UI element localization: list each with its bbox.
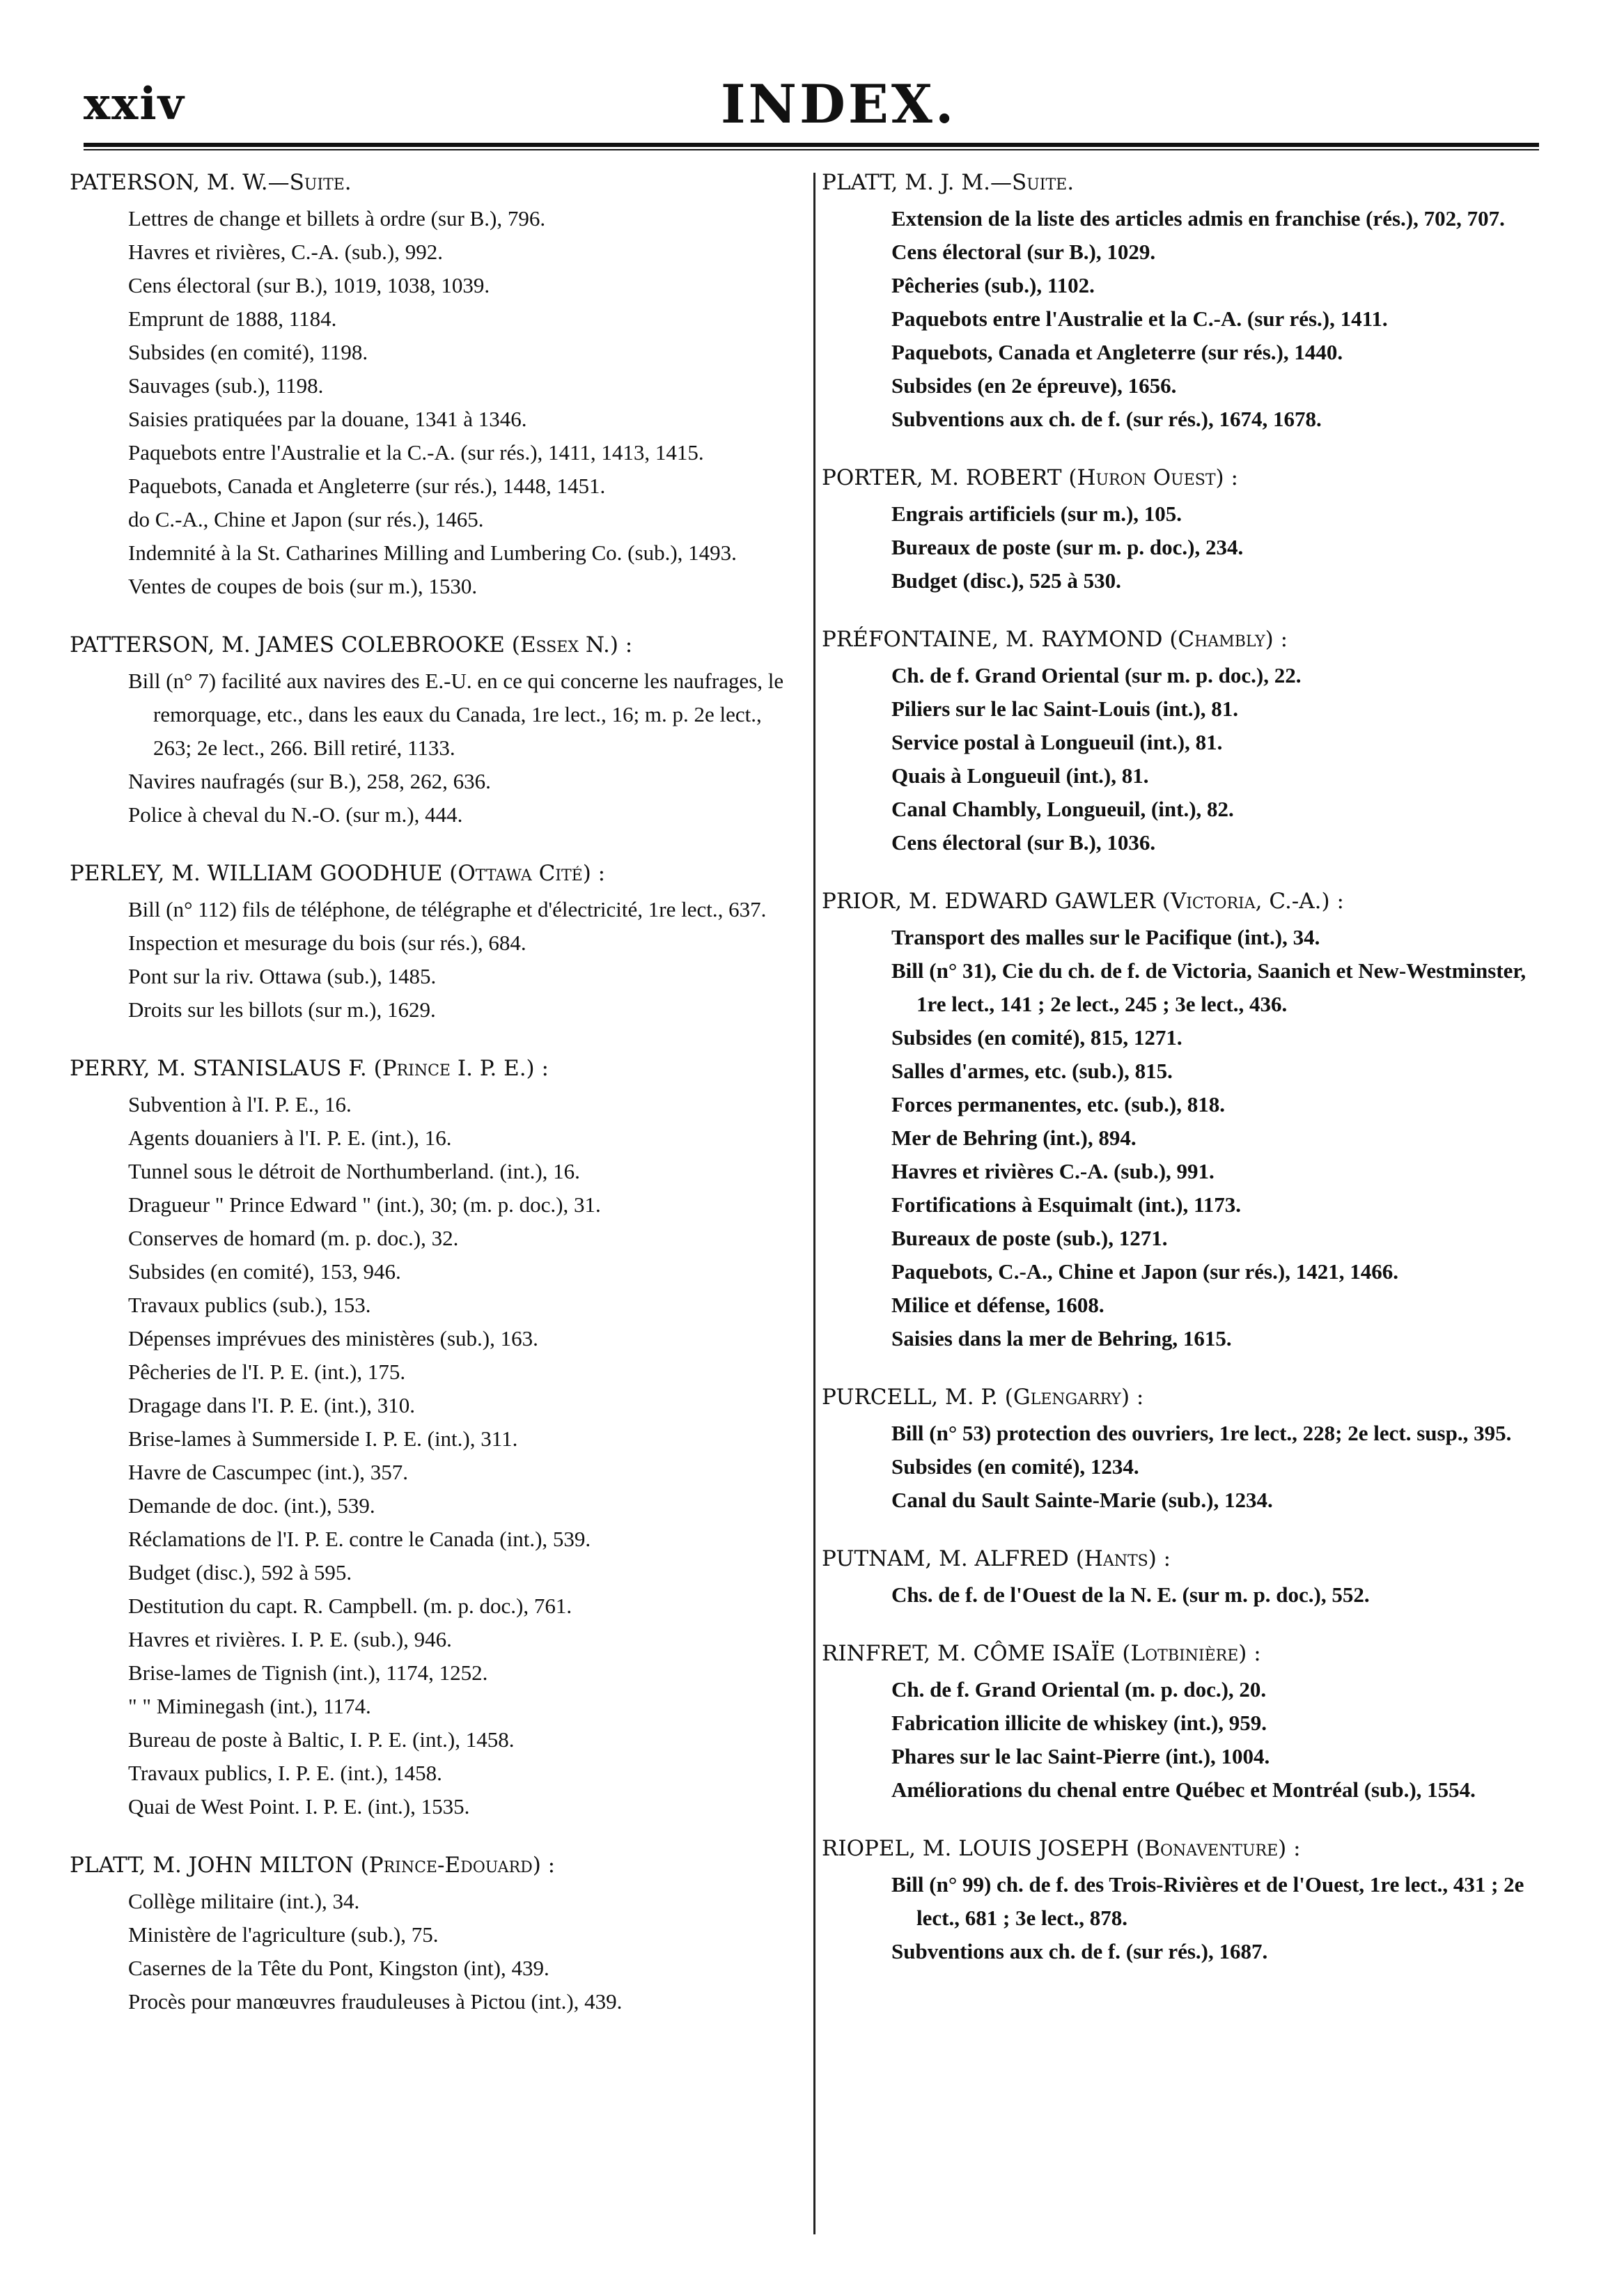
entry-subitem: Fabrication illicite de whiskey (int.), 959. (891, 1711, 1267, 1735)
entry-subitem: Conserves de homard (m. p. doc.), 32. (128, 1226, 459, 1250)
entry-subitem: Paquebots, C.-A., Chine et Japon (sur rés.), 1421, 1466. (891, 1259, 1398, 1284)
index-entry (822, 166, 1545, 436)
entry-subitem: Extension de la liste des articles admis en franchise (rés.), 702, 707. (891, 206, 1505, 231)
entry-subitem: Ch. de f. Grand Oriental (sur m. p. doc.), 22. (891, 663, 1302, 687)
entry-subitem: Cens électoral (sur B.), 1019, 1038, 1039. (128, 273, 490, 297)
index-entry (822, 1637, 1545, 1807)
entry-subitem: Tunnel sous le détroit de Northumberland. (int.), 16. (128, 1159, 580, 1183)
entry-subitem: Subventions aux ch. de f. (sur rés.), 1674, 1678. (891, 407, 1322, 431)
entry-subitem: Piliers sur le lac Saint-Louis (int.), 81. (891, 696, 1239, 721)
entry-subitem: Pont sur la riv. Ottawa (sub.), 1485. (128, 964, 437, 988)
entry-subitem: Pêcheries de l'I. P. E. (int.), 175. (128, 1360, 406, 1384)
entry-heading: PUTNAM, M. ALFRED (Hants) : (822, 1546, 1171, 1571)
page-title: INDEX. (721, 73, 957, 135)
entry-subitem: Travaux publics (sub.), 153. (128, 1293, 371, 1317)
entry-subitem: Havres et rivières C.-A. (sub.), 991. (891, 1159, 1215, 1183)
entry-subitem: Havres et rivières, C.-A. (sub.), 992. (128, 240, 443, 264)
entry-subitem: Agents douaniers à l'I. P. E. (int.), 16. (128, 1126, 452, 1150)
entry-heading: PRIOR, M. EDWARD GAWLER (Victoria, C.-A.) : (822, 889, 1344, 914)
entry-subitem: Ventes de coupes de bois (sur m.), 1530. (128, 574, 478, 598)
header-rule (84, 143, 1539, 150)
entry-subitem: Subventions aux ch. de f. (sur rés.), 1687. (891, 1939, 1268, 1963)
entry-subitem: Chs. de f. de l'Ouest de la N. E. (sur m. p. doc.), 552. (891, 1582, 1370, 1607)
entry-subitem: Bureaux de poste (sur m. p. doc.), 234. (891, 535, 1244, 559)
entry-heading: PLATT, M. JOHN MILTON (Prince-Edouard) : (70, 1853, 556, 1878)
entry-subitem: Quais à Longueuil (int.), 81. (891, 763, 1149, 788)
entry-subitem: Brise-lames à Summerside I. P. E. (int.), 311. (128, 1426, 518, 1451)
entry-subitem: Collège militaire (int.), 34. (128, 1889, 360, 1913)
entry-subitem: Quai de West Point. I. P. E. (int.), 1535. (128, 1794, 470, 1819)
entry-subitem: Cens électoral (sur B.), 1029. (891, 240, 1156, 264)
index-entry (70, 628, 802, 832)
entry-subitem: Saisies pratiquées par la douane, 1341 à 1346. (128, 407, 527, 431)
entry-subitem: Procès pour manœuvres frauduleuses à Pictou (int.), 439. (128, 1989, 623, 2014)
index-entry (70, 1052, 802, 1823)
entry-subitem: Droits sur les billots (sur m.), 1629. (128, 997, 436, 1022)
entry-subitem: Dragueur " Prince Edward " (int.), 30; (m. p. doc.), 31. (128, 1192, 601, 1217)
entry-subitem: Saisies dans la mer de Behring, 1615. (891, 1326, 1232, 1351)
entry-subitem: Paquebots entre l'Australie et la C.-A. (sur rés.), 1411, 1413, 1415. (128, 440, 704, 465)
entry-subitem: Phares sur le lac Saint-Pierre (int.), 1004. (891, 1744, 1270, 1768)
entry-subitem: Réclamations de l'I. P. E. contre le Canada (int.), 539. (128, 1527, 591, 1551)
entry-subitem: Ministère de l'agriculture (sub.), 75. (128, 1922, 439, 1947)
entry-heading: PURCELL, M. P. (Glengarry) : (822, 1385, 1144, 1410)
entry-subitem: Canal Chambly, Longueuil, (int.), 82. (891, 797, 1234, 821)
entry-subitem: Subsides (en comité), 1234. (891, 1454, 1139, 1479)
entry-subitem: Bill (n° 112) fils de téléphone, de télégraphe et d'électricité, 1re lect., 637. (128, 897, 767, 921)
entry-subitem: Subsides (en comité), 815, 1271. (891, 1025, 1182, 1050)
entry-heading: PATTERSON, M. JAMES COLEBROOKE (Essex N.) : (70, 632, 633, 657)
entry-subitem: Travaux publics, I. P. E. (int.), 1458. (128, 1761, 442, 1785)
entry-subitem: do C.-A., Chine et Japon (sur rés.), 1465. (128, 507, 484, 531)
entry-heading: RINFRET, M. CÔME ISAÏE (Lotbinière) : (822, 1641, 1261, 1666)
entry-subitem: Dépenses imprévues des ministères (sub.), 163. (128, 1326, 538, 1351)
entry-subitem: Dragage dans l'I. P. E. (int.), 310. (128, 1393, 415, 1417)
column-divider (813, 173, 815, 2234)
entry-subitem: Bureaux de poste (sub.), 1271. (891, 1226, 1168, 1250)
entry-subitem: Améliorations du chenal entre Québec et Montréal (sub.), 1554. (891, 1777, 1476, 1802)
entry-subitem: Navires naufragés (sur B.), 258, 262, 636. (128, 769, 491, 793)
entry-subitem: Cens électoral (sur B.), 1036. (891, 830, 1156, 855)
entry-subitem: Lettres de change et billets à ordre (sur B.), 796. (128, 206, 546, 231)
index-entry (822, 623, 1545, 859)
index-entry (822, 1542, 1545, 1612)
entry-heading: PATERSON, M. W.—Suite. (70, 170, 352, 195)
entry-subitem: Demande de doc. (int.), 539. (128, 1493, 375, 1518)
entry-subitem: Bureau de poste à Baltic, I. P. E. (int.), 1458. (128, 1727, 515, 1752)
entry-heading: PERRY, M. STANISLAUS F. (Prince I. P. E.) : (70, 1056, 549, 1081)
index-entry (70, 857, 802, 1027)
entry-subitem: Paquebots, Canada et Angleterre (sur rés.), 1448, 1451. (128, 474, 606, 498)
entry-subitem: Milice et défense, 1608. (891, 1293, 1104, 1317)
entry-subitem: Inspection et mesurage du bois (sur rés.), 684. (128, 931, 526, 955)
entry-subitem: Havres et rivières. I. P. E. (sub.), 946. (128, 1627, 452, 1651)
entry-subitem: Bill (n° 31), Cie du ch. de f. de Victoria, Saanich et New-Westminster, 1re lect., 141 ; 2e lect., 245 ; 3e lect., 436. (891, 958, 1527, 1016)
entry-subitem: Bill (n° 7) facilité aux navires des E.-U. en ce qui concerne les naufrages, le remorquage, etc., dans les eaux du Canada, 1re lect., 16; m. p. 2e lect., 263; 2e lect., 266. Bill retiré, 1133. (128, 669, 784, 760)
entry-subitem: Budget (disc.), 525 à 530. (891, 568, 1121, 593)
entry-subitem: Salles d'armes, etc. (sub.), 815. (891, 1059, 1173, 1083)
entry-heading: PLATT, M. J. M.—Suite. (822, 170, 1075, 195)
entry-subitem: Engrais artificiels (sur m.), 105. (891, 501, 1182, 526)
entry-heading: PRÉFONTAINE, M. RAYMOND (Chambly) : (822, 627, 1288, 652)
entry-subitem: " " Miminegash (int.), 1174. (128, 1694, 371, 1718)
entry-subitem: Brise-lames de Tignish (int.), 1174, 1252. (128, 1660, 488, 1685)
entry-subitem: Paquebots, Canada et Angleterre (sur rés.), 1440. (891, 340, 1343, 364)
entry-subitem: Mer de Behring (int.), 894. (891, 1126, 1137, 1150)
entry-subitem: Transport des malles sur le Pacifique (int.), 34. (891, 925, 1320, 949)
entry-subitem: Havre de Cascumpec (int.), 357. (128, 1460, 409, 1484)
index-entry (70, 1849, 802, 2018)
entry-subitem: Fortifications à Esquimalt (int.), 1173. (891, 1192, 1242, 1217)
index-entry (822, 1380, 1545, 1517)
left-column (70, 166, 802, 2044)
entry-heading: PORTER, M. ROBERT (Huron Ouest) : (822, 465, 1238, 490)
entry-subitem: Subvention à l'I. P. E., 16. (128, 1092, 352, 1116)
index-entry (822, 1832, 1545, 1968)
index-entry (822, 461, 1545, 598)
page-number: xxiv (84, 78, 185, 130)
index-entry (70, 166, 802, 603)
entry-subitem: Bill (n° 99) ch. de f. des Trois-Rivières et de l'Ouest, 1re lect., 431 ; 2e lect., 681 ; 3e lect., 878. (891, 1872, 1524, 1930)
entry-subitem: Sauvages (sub.), 1198. (128, 373, 324, 398)
entry-subitem: Subsides (en comité), 1198. (128, 340, 368, 364)
entry-subitem: Canal du Sault Sainte-Marie (sub.), 1234. (891, 1488, 1273, 1512)
entry-subitem: Destitution du capt. R. Campbell. (m. p. doc.), 761. (128, 1594, 572, 1618)
right-column (822, 166, 1545, 1993)
entry-subitem: Casernes de la Tête du Pont, Kingston (int), 439. (128, 1956, 549, 1980)
entry-subitem: Budget (disc.), 592 à 595. (128, 1560, 352, 1585)
entry-heading: RIOPEL, M. LOUIS JOSEPH (Bonaventure) : (822, 1836, 1301, 1861)
entry-subitem: Indemnité à la St. Catharines Milling and Lumbering Co. (sub.), 1493. (128, 540, 737, 565)
index-entry (822, 885, 1545, 1355)
entry-subitem: Paquebots entre l'Australie et la C.-A. (sur rés.), 1411. (891, 306, 1388, 331)
entry-subitem: Bill (n° 53) protection des ouvriers, 1re lect., 228; 2e lect. susp., 395. (891, 1421, 1512, 1445)
entry-subitem: Subsides (en comité), 153, 946. (128, 1259, 401, 1284)
entry-subitem: Pêcheries (sub.), 1102. (891, 273, 1095, 297)
entry-subitem: Police à cheval du N.-O. (sur m.), 444. (128, 802, 463, 827)
entry-subitem: Ch. de f. Grand Oriental (m. p. doc.), 20. (891, 1677, 1267, 1702)
entry-subitem: Forces permanentes, etc. (sub.), 818. (891, 1092, 1225, 1116)
entry-subitem: Emprunt de 1888, 1184. (128, 306, 337, 331)
entry-subitem: Subsides (en 2e épreuve), 1656. (891, 373, 1177, 398)
entry-heading: PERLEY, M. WILLIAM GOODHUE (Ottawa Cité) : (70, 861, 606, 886)
entry-subitem: Service postal à Longueuil (int.), 81. (891, 730, 1223, 754)
